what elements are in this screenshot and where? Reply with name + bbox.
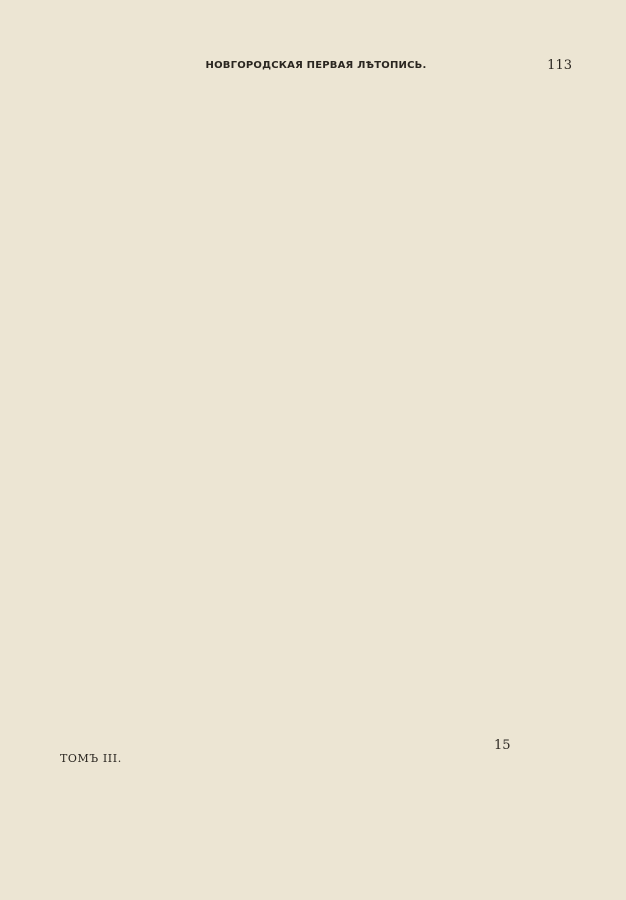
page-number: 113 [547,58,572,73]
volume-signature: ТОМЪ III. [60,752,122,765]
running-title: НОВГОРОДСКАЯ ПЕРВАЯ ЛѢТОПИСЬ. [205,60,427,71]
running-header [60,60,572,71]
sheet-number: 15 [494,738,511,753]
